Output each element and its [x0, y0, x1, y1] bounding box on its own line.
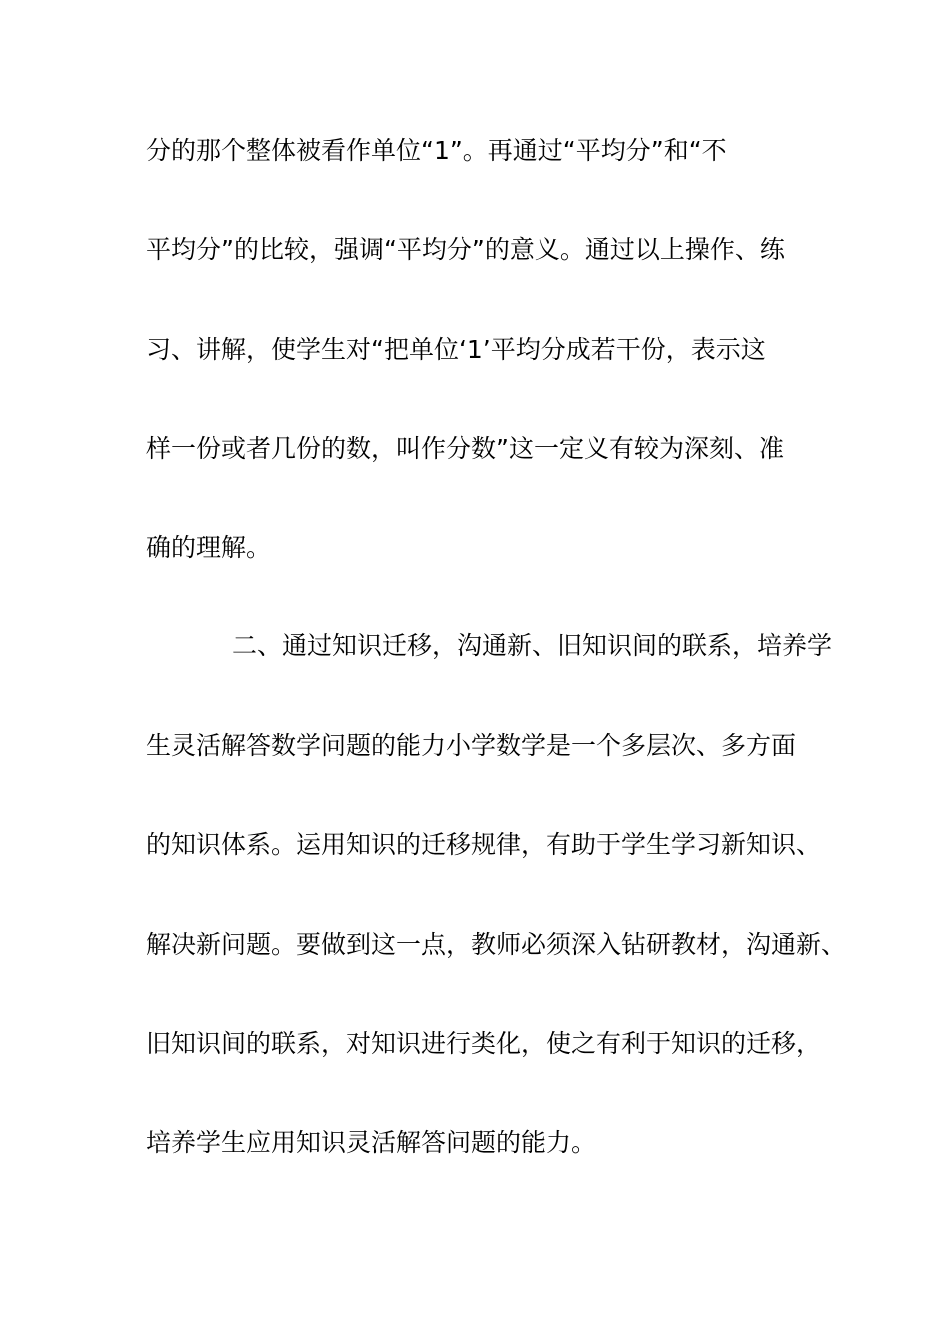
paragraph-line: 培养学生应用知识灵活解答问题的能力。 — [146, 1128, 597, 1157]
paragraph-line: 分的那个整体被看作单位“1”。再通过“平均分”和“不 — [146, 136, 727, 165]
paragraph-line: 平均分”的比较，强调“平均分”的意义。通过以上操作、练 — [146, 235, 785, 264]
paragraph-line: 的知识体系。运用知识的迁移规律，有助于学生学习新知识、 — [146, 830, 822, 859]
paragraph-line: 旧知识间的联系，对知识进行类化，使之有利于知识的迁移， — [146, 1029, 822, 1058]
paragraph-line: 确的理解。 — [146, 533, 272, 562]
section-heading-line: 二、通过知识迁移，沟通新、旧知识间的联系，培养学 — [232, 631, 833, 660]
paragraph-line: 解决新问题。要做到这一点，教师必须深入钻研教材，沟通新、 — [146, 930, 847, 959]
paragraph-line: 习、讲解，使学生对“把单位‘1’平均分成若干份，表示这 — [146, 335, 766, 364]
paragraph-line: 生灵活解答数学问题的能力小学数学是一个多层次、多方面 — [146, 731, 797, 760]
paragraph-line: 样一份或者几份的数，叫作分数”这一定义有较为深刻、准 — [146, 434, 784, 463]
